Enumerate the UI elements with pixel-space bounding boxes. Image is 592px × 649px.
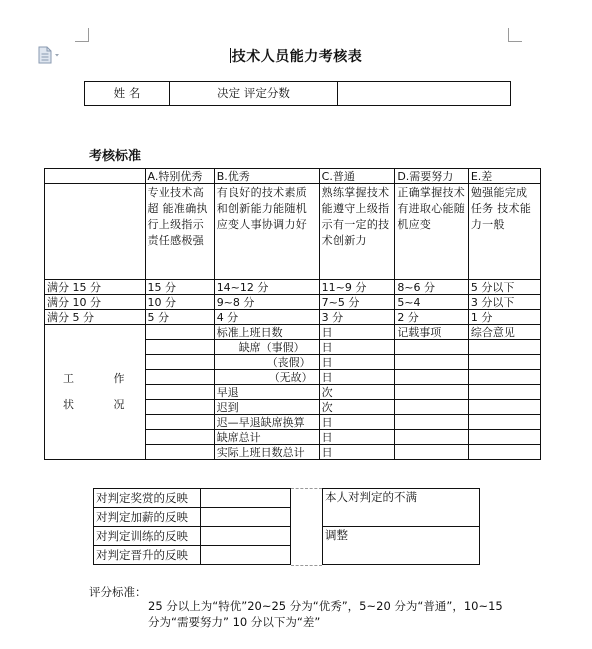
table-cell: 5 分以下	[468, 280, 540, 295]
grade-description: 熟练掌握技术能遵守上级指示有一定的技术创新力	[319, 184, 395, 280]
response-value[interactable]	[201, 546, 291, 565]
table-cell[interactable]	[395, 445, 469, 460]
table-cell: 5 分	[145, 310, 214, 325]
work-status-label	[45, 325, 146, 460]
self-opinion-table	[322, 488, 480, 565]
table-row	[94, 489, 291, 508]
adjustment-field[interactable]: 调整	[323, 527, 480, 565]
table-cell: 综合意见	[468, 325, 540, 340]
table-header-row	[45, 169, 541, 184]
table-cell: 10 分	[145, 295, 214, 310]
page-title: 技术人员能力考核表	[231, 49, 363, 65]
response-label: 对判定加薪的反映	[94, 508, 201, 527]
score-row	[45, 280, 541, 295]
table-cell: 记载事项	[395, 325, 469, 340]
table-row	[323, 489, 480, 527]
work-row	[45, 325, 541, 340]
table-row	[323, 527, 480, 565]
table-cell[interactable]	[395, 340, 469, 355]
work-unit[interactable]: 日	[319, 445, 395, 460]
table-header: B.优秀	[214, 169, 319, 184]
table-cell: 满分 10 分	[45, 295, 146, 310]
table-header: A.特别优秀	[145, 169, 214, 184]
table-cell[interactable]	[468, 385, 540, 400]
table-gap-dashes	[291, 488, 322, 566]
table-cell[interactable]	[395, 370, 469, 385]
work-item: 标准上班日数	[214, 325, 319, 340]
table-header	[45, 169, 146, 184]
table-cell[interactable]	[145, 340, 214, 355]
table-cell: 3 分	[319, 310, 395, 325]
section-title: 考核标准	[89, 149, 142, 164]
table-cell[interactable]	[395, 355, 469, 370]
table-cell[interactable]	[145, 415, 214, 430]
work-unit[interactable]: 次	[319, 385, 395, 400]
grade-description: 有良好的技术素质和创新能力能随机应变人事协调力好	[214, 184, 319, 280]
work-item: 迟—早退缺席换算	[214, 415, 319, 430]
score-row	[45, 295, 541, 310]
table-cell[interactable]	[468, 355, 540, 370]
table-cell: 15 分	[145, 280, 214, 295]
assessment-table	[44, 168, 541, 460]
table-cell[interactable]	[145, 325, 214, 340]
dissatisfaction-field[interactable]: 本人对判定的不满	[323, 489, 480, 527]
table-cell[interactable]	[468, 430, 540, 445]
table-cell: 2 分	[395, 310, 469, 325]
table-cell: 4 分	[214, 310, 319, 325]
table-header: E.差	[468, 169, 540, 184]
work-unit[interactable]: 日	[319, 370, 395, 385]
response-label: 对判定奖赏的反映	[94, 489, 201, 508]
work-item: 实际上班日数总计	[214, 445, 319, 460]
table-cell[interactable]	[145, 385, 214, 400]
page-corner-mark-left	[75, 28, 89, 42]
table-cell[interactable]	[145, 355, 214, 370]
response-table	[93, 488, 291, 565]
text-cursor	[230, 48, 231, 63]
work-item: 缺席总计	[214, 430, 319, 445]
score-decision-label: 决定 评定分数	[170, 82, 338, 106]
table-cell[interactable]	[145, 445, 214, 460]
table-cell: 14~12 分	[214, 280, 319, 295]
work-item: 早退	[214, 385, 319, 400]
table-cell[interactable]	[395, 415, 469, 430]
table-header: D.需要努力	[395, 169, 469, 184]
work-item: （无故）	[214, 370, 319, 385]
work-unit[interactable]: 日	[319, 325, 395, 340]
grade-description: 正确掌握技术 有进取心能随机应变	[395, 184, 469, 280]
score-row	[45, 310, 541, 325]
table-cell: 1 分	[468, 310, 540, 325]
table-cell[interactable]	[468, 445, 540, 460]
table-row	[94, 508, 291, 527]
name-score-value[interactable]	[338, 82, 511, 106]
table-row	[94, 546, 291, 565]
table-cell: 11~9 分	[319, 280, 395, 295]
table-cell[interactable]	[468, 370, 540, 385]
scoring-label: 评分标准：	[89, 585, 147, 599]
name-label: 姓 名	[85, 82, 170, 106]
table-cell[interactable]	[145, 400, 214, 415]
table-header: C.普通	[319, 169, 395, 184]
table-cell[interactable]	[145, 370, 214, 385]
work-item: （丧假）	[214, 355, 319, 370]
table-cell[interactable]	[395, 385, 469, 400]
table-cell[interactable]	[395, 430, 469, 445]
response-value[interactable]	[201, 527, 291, 546]
response-label: 对判定晋升的反映	[94, 546, 201, 565]
table-cell[interactable]	[468, 415, 540, 430]
table-cell: 9~8 分	[214, 295, 319, 310]
scoring-text	[148, 598, 528, 630]
table-cell: 满分 5 分	[45, 310, 146, 325]
grade-description: 专业技术高超 能准确执行上级指示责任感极强	[145, 184, 214, 280]
name-score-table	[84, 81, 511, 106]
scoring-line: 分为“需要努力” 10 分以下为“差”	[148, 615, 321, 629]
table-row	[94, 527, 291, 546]
scoring-line: 25 分以上为“特优”20~25 分为“优秀”，5~20 分为“普通”，10~15	[148, 599, 503, 613]
table-cell[interactable]	[468, 340, 540, 355]
work-unit[interactable]: 日	[319, 430, 395, 445]
work-unit[interactable]: 日	[319, 355, 395, 370]
work-unit[interactable]: 次	[319, 400, 395, 415]
page-corner-mark-right	[508, 28, 522, 42]
work-unit[interactable]: 日	[319, 340, 395, 355]
response-value[interactable]	[201, 489, 291, 508]
work-item: 迟到	[214, 400, 319, 415]
table-cell: 满分 15 分	[45, 280, 146, 295]
table-cell[interactable]	[145, 430, 214, 445]
table-cell: 5~4	[395, 295, 469, 310]
description-row	[45, 184, 541, 280]
table-cell: 7~5 分	[319, 295, 395, 310]
grade-description: 勉强能完成任务 技术能力一般	[468, 184, 540, 280]
work-unit[interactable]: 日	[319, 415, 395, 430]
work-item: 缺席（事假）	[214, 340, 319, 355]
work-label-line: 工 作	[63, 372, 143, 385]
table-cell[interactable]	[468, 400, 540, 415]
table-cell: 8~6 分	[395, 280, 469, 295]
table-cell: 3 分以下	[468, 295, 540, 310]
response-value[interactable]	[201, 508, 291, 527]
work-label-line: 状 况	[63, 398, 143, 411]
table-cell[interactable]	[395, 400, 469, 415]
response-label: 对判定训练的反映	[94, 527, 201, 546]
table-cell	[45, 184, 146, 280]
